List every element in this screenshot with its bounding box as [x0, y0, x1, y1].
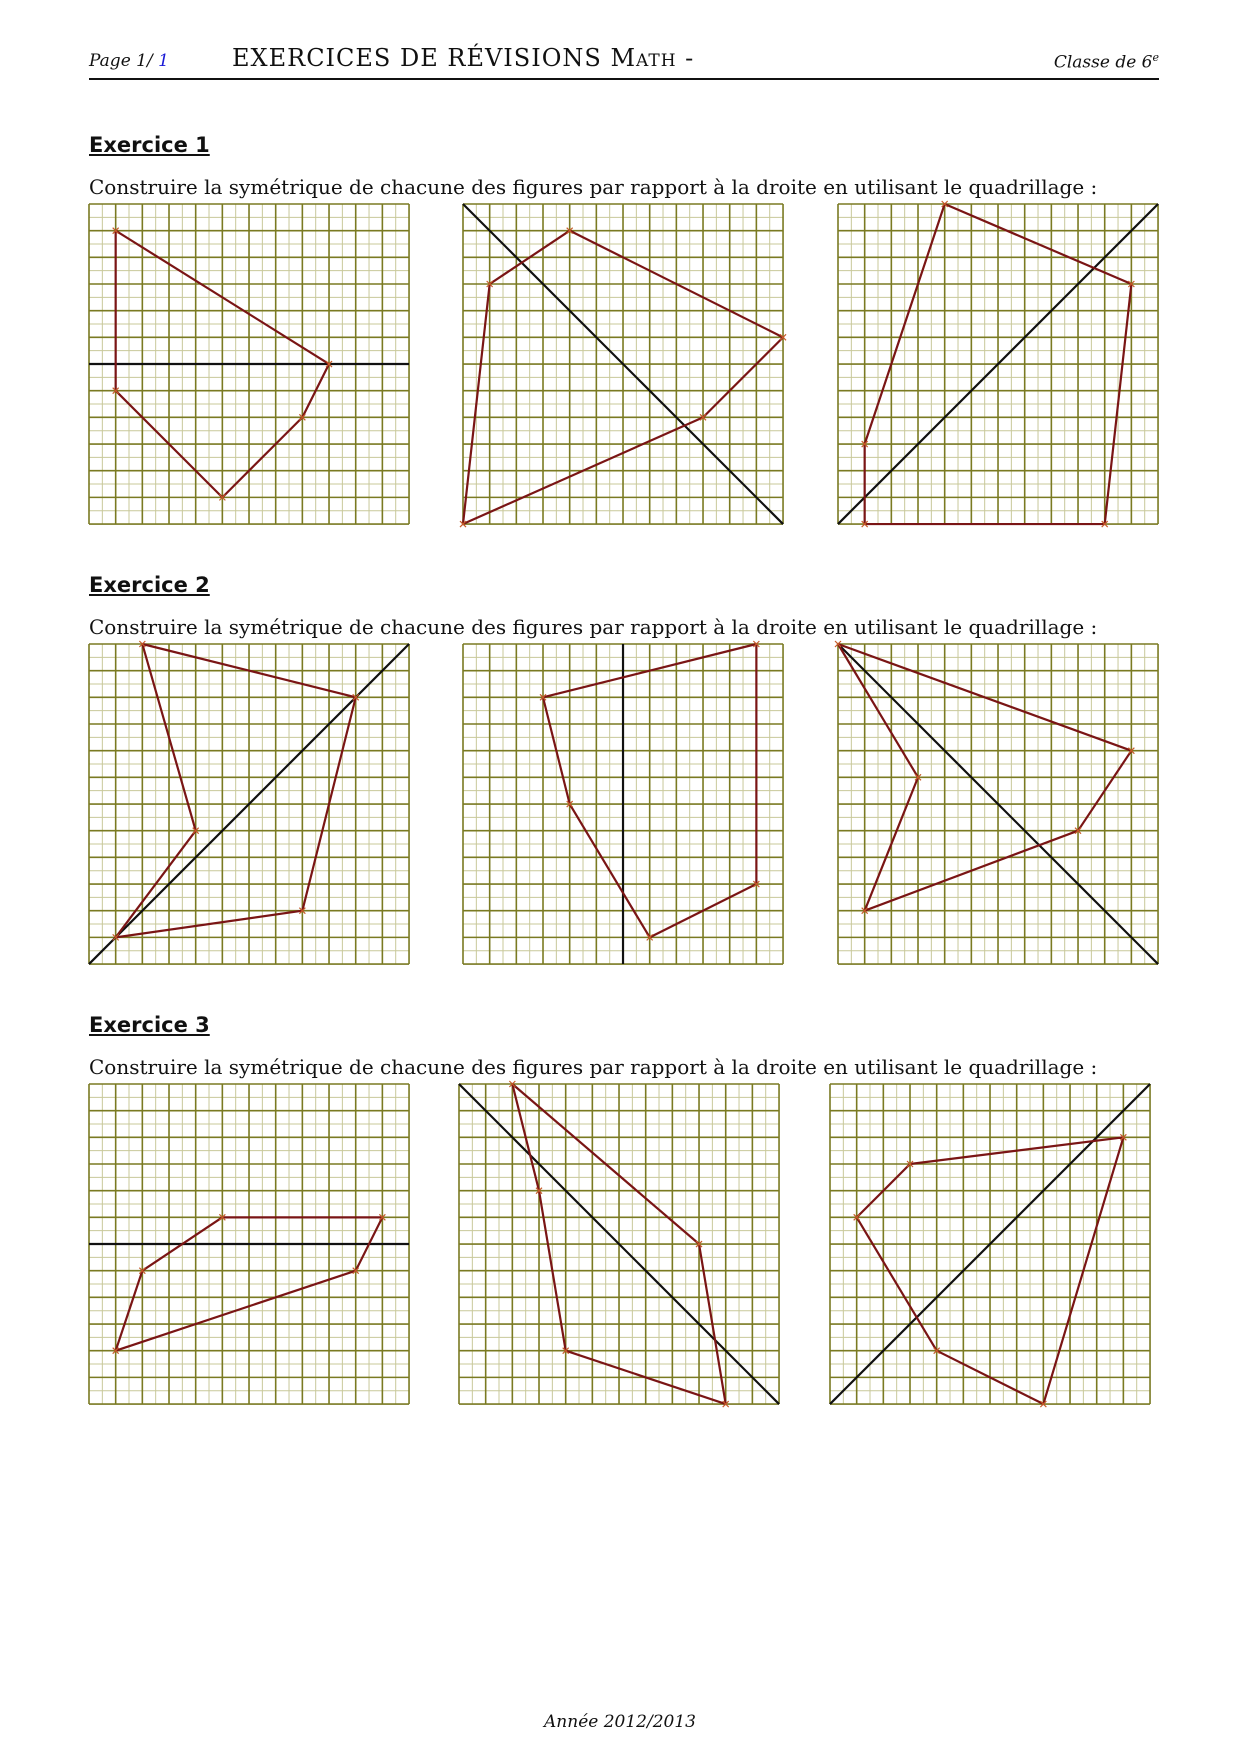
exercise-3-title: Exercice 3: [89, 1013, 210, 1037]
exercise-2-title: Exercice 2: [89, 573, 210, 597]
footer-year: Année 2012/2013: [544, 1712, 696, 1732]
exercise-3-instruction: Construire la symétrique de chacune des figures par rapport à la droite en utilisant le quadrillage :: [89, 1055, 1098, 1079]
figure-grid-3-1: [89, 1084, 409, 1404]
document-title: EXERCICES DE RÉVISIONS Math -: [232, 44, 695, 72]
figure-grid-3-2: [459, 1081, 779, 1407]
exercise-1-title: Exercice 1: [89, 133, 210, 157]
figure-grid-2-3: [835, 641, 1158, 964]
class-label: Classe de 6e: [1053, 51, 1159, 73]
figure-grid-1-3: [838, 201, 1158, 527]
exercise-1-instruction: Construire la symétrique de chacune des figures par rapport à la droite en utilisant le quadrillage :: [89, 175, 1098, 199]
figure-grid-1-1: [89, 204, 409, 524]
figure-grid-3-3: [830, 1084, 1150, 1407]
figure-grid-2-1: [89, 641, 409, 964]
figure-grid-2-2: [463, 641, 783, 964]
figure-grid-1-2: [460, 204, 786, 527]
page-total-link[interactable]: 1: [158, 51, 169, 71]
page-number: Page 1/ 1: [89, 51, 169, 71]
exercise-2-instruction: Construire la symétrique de chacune des figures par rapport à la droite en utilisant le quadrillage :: [89, 615, 1098, 639]
